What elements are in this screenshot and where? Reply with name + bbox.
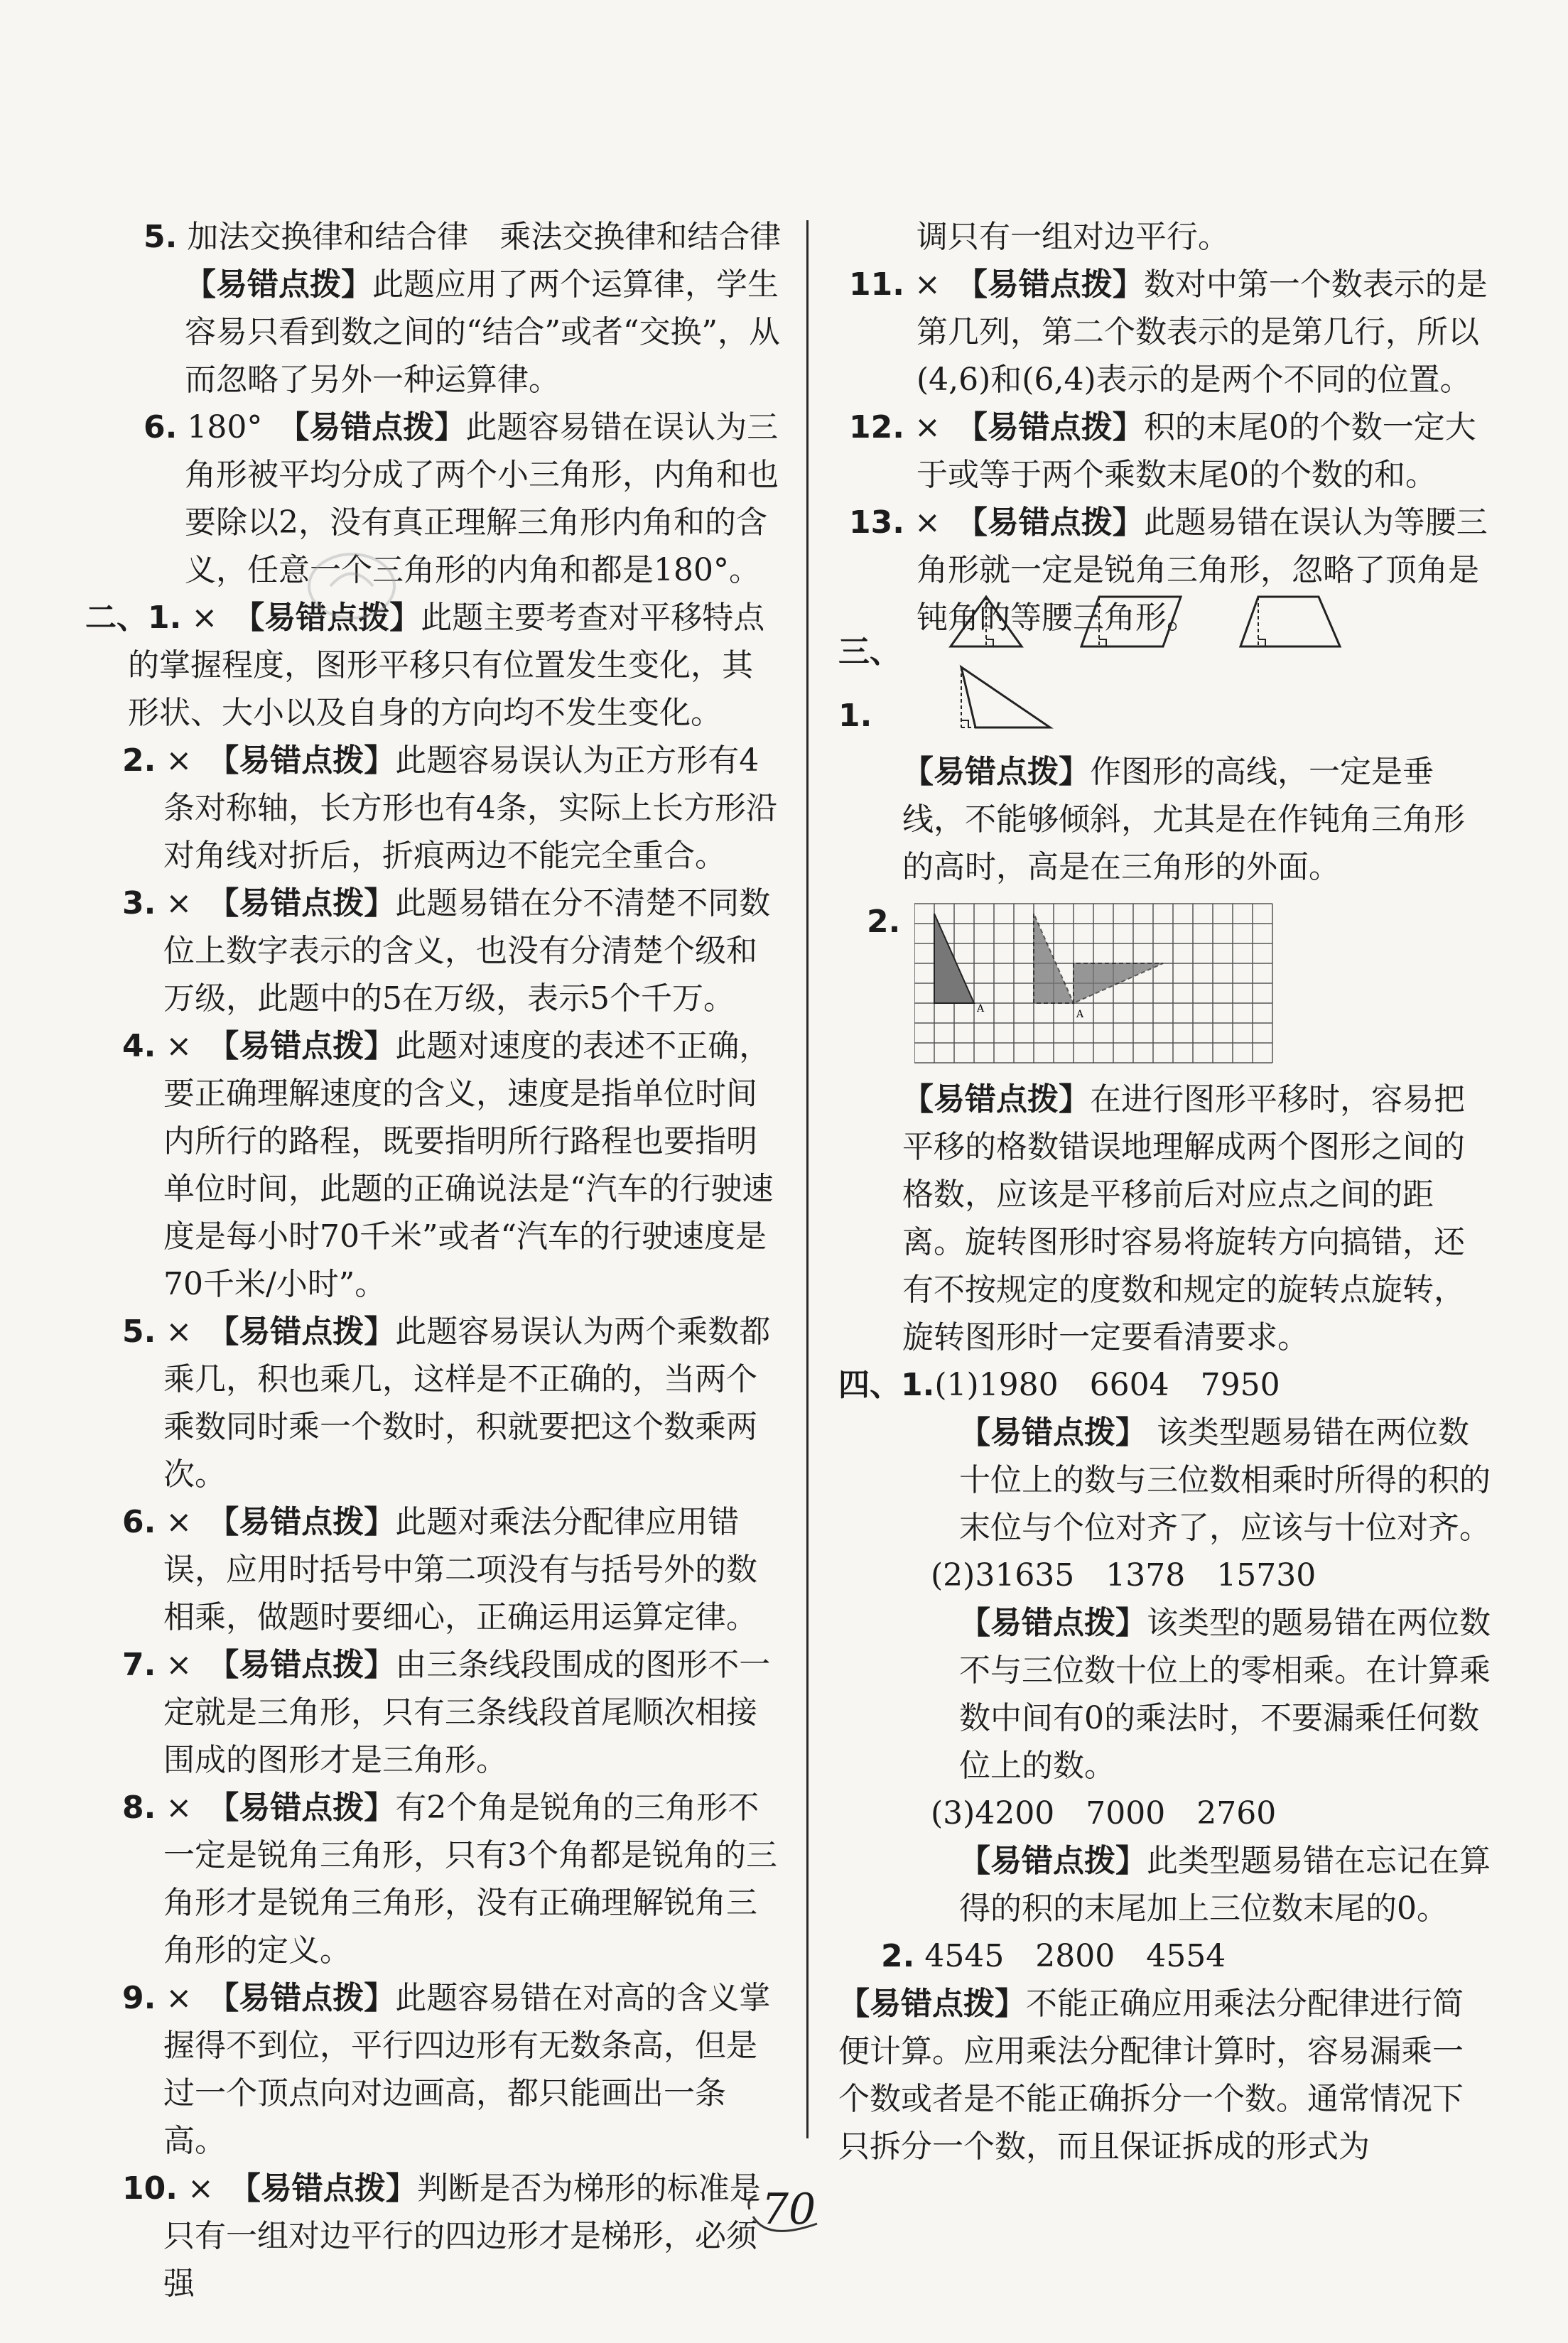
section-3-tip-2: 【易错点拨】在进行图形平移时，容易把平移的格数错误地理解成两个图形之间的格数，应该是平移前后对应点之间的距离。旋转图形时容易将旋转方向搞错，还有不按规定的度数和规定的旋转点旋转，旋转图形时一定要看清要求。 [902, 1081, 1465, 1356]
section-2-item-12: 12. × 【易错点拨】积的末尾0的个数一定大于或等于两个乘数末尾0的个数的和。 [849, 409, 1476, 493]
section-2-item-10: 10. × 【易错点拨】判断是否为梯形的标准是只有一组对边平行的四边形才是梯形，必须强 [122, 2170, 761, 2302]
left-column [85, 213, 782, 2307]
section-2-item-1: 二、1. × 【易错点拨】此题主要考查对平移特点的掌握程度，图形平移只有位置发生变化，其形状、大小以及自身的方向均不发生变化。 [85, 600, 765, 731]
section-4-tip-2: 【易错点拨】该类型的题易错在两位数不与三位数十位上的零相乘。在计算乘数中间有0的乘法时，不要漏乘任何数位上的数。 [959, 1605, 1491, 1784]
answer-10-continued: 调只有一组对边平行。 [917, 219, 1229, 255]
section-4-tip-3: 【易错点拨】此类型题易错在忘记在算得的积的末尾加上三位数末尾的0。 [959, 1843, 1491, 1927]
point-a-label-1: A [977, 1003, 985, 1014]
section-4-item-1: 四、1.(1)1980 6604 7950 [838, 1367, 1280, 1403]
section-2-item-4: 4. × 【易错点拨】此题对速度的表述不正确，要正确理解速度的含义，速度是指单位时间内所行的路程，既要指明所行路程也要指明单位时间，此题的正确说法是“汽车的行驶速度是每小时70千米”或者“汽车的行驶速度是70千米/小时”。 [122, 1028, 774, 1302]
right-column [838, 213, 1492, 2170]
section-2-item-2: 2. × 【易错点拨】此题容易误认为正方形有4条对称轴，长方形也有4条，实际上长方形沿对角线对折后，折痕两边不能完全重合。 [122, 742, 777, 874]
page-number [739, 2174, 838, 2245]
answer-6: 6. 180° 【易错点拨】此题容易错在误认为三角形被平均分成了两个小三角形，内角和也要除以2，没有真正理解三角形内角和的含义，任意一个三角形的内角和都是180°。 [144, 409, 779, 588]
section-2-item-6: 6. × 【易错点拨】此题对乘法分配律应用错误，应用时括号中第二项没有与括号外的数相乘，做题时要细心，正确运用运算定律。 [122, 1504, 757, 1635]
section-4-answer-2: (2)31635 1378 15730 [931, 1557, 1316, 1593]
section-2-item-3: 3. × 【易错点拨】此题易错在分不清楚不同数位上数字表示的含义，也没有分清楚个级和万级，此题中的5在万级，表示5个千万。 [122, 885, 771, 1017]
section-2-item-11: 11. × 【易错点拨】数对中第一个数表示的是第几列，第二个数表示的是第几行，所以(4,6)和(6,4)表示的是两个不同的位置。 [849, 266, 1488, 398]
obtuse-triangle-height-figure [947, 664, 1054, 735]
section-2-item-5: 5. × 【易错点拨】此题容易误认为两个乘数都乘几，积也乘几，这样是不正确的，当两个乘数同时乘一个数时，积就要把这个数乘两次。 [122, 1314, 771, 1493]
section-3-figures [838, 634, 1492, 748]
answer-5: 5. 加法交换律和结合律 乘法交换律和结合律 【易错点拨】此题应用了两个运算律，学生容易只看到数之间的“结合”或者“交换”，从而忽略了另外一种运算律。 [144, 219, 782, 398]
section-2-item-7: 7. × 【易错点拨】由三条线段围成的图形不一定就是三角形，只有三条线段首尾顺次相接围成的图形才是三角形。 [122, 1647, 771, 1778]
section-4-answer-3: (3)4200 7000 2760 [931, 1795, 1277, 1831]
translation-rotation-grid [914, 898, 1277, 1076]
column-divider [806, 220, 809, 2138]
section-4-item-2: 2. 4545 2800 4554 [881, 1938, 1226, 1974]
section-2-item-8: 8. × 【易错点拨】有2个角是锐角的三角形不一定是锐角三角形，只有3个角都是锐角的三角形才是锐角三角形，没有正确理解锐角三角形的定义。 [122, 1790, 777, 1969]
watermark-stamp [298, 547, 405, 625]
page-number-text: 70 [761, 2185, 816, 2234]
section-3-item-2: 2. A A [838, 898, 1492, 1076]
section-2-item-13: 13. × 【易错点拨】此题易错在误认为等腰三角形就一定是锐角三角形，忽略了顶角是钝角的等腰三角形。 [849, 504, 1488, 636]
section-4-tip-1: 【易错点拨】 该类型题易错在两位数十位上的数与三位数相乘时所得的积的末位与个位对齐了，应该与十位对齐。 [959, 1414, 1491, 1546]
section-4-tip-4: 【易错点拨】不能正确应用乘法分配律进行简便计算。应用乘法分配律计算时，容易漏乘一个数或者是不能正确拆分一个数。通常情况下只拆分一个数，而且保证拆成的形式为 [838, 1986, 1464, 2165]
section-3-tip-1: 【易错点拨】作图形的高线，一定是垂线，不能够倾斜，尤其是在作钝角三角形的高时，高是在三角形的外面。 [902, 754, 1465, 885]
point-a-label-2: A [1076, 1009, 1084, 1020]
section-3-label: 三、1. [838, 634, 901, 734]
section-2-item-9: 9. × 【易错点拨】此题容易错在对高的含义掌握得不到位，平行四边形有无数条高，但是过一个顶点向对边画高，都只能画出一条高。 [122, 1980, 771, 2159]
